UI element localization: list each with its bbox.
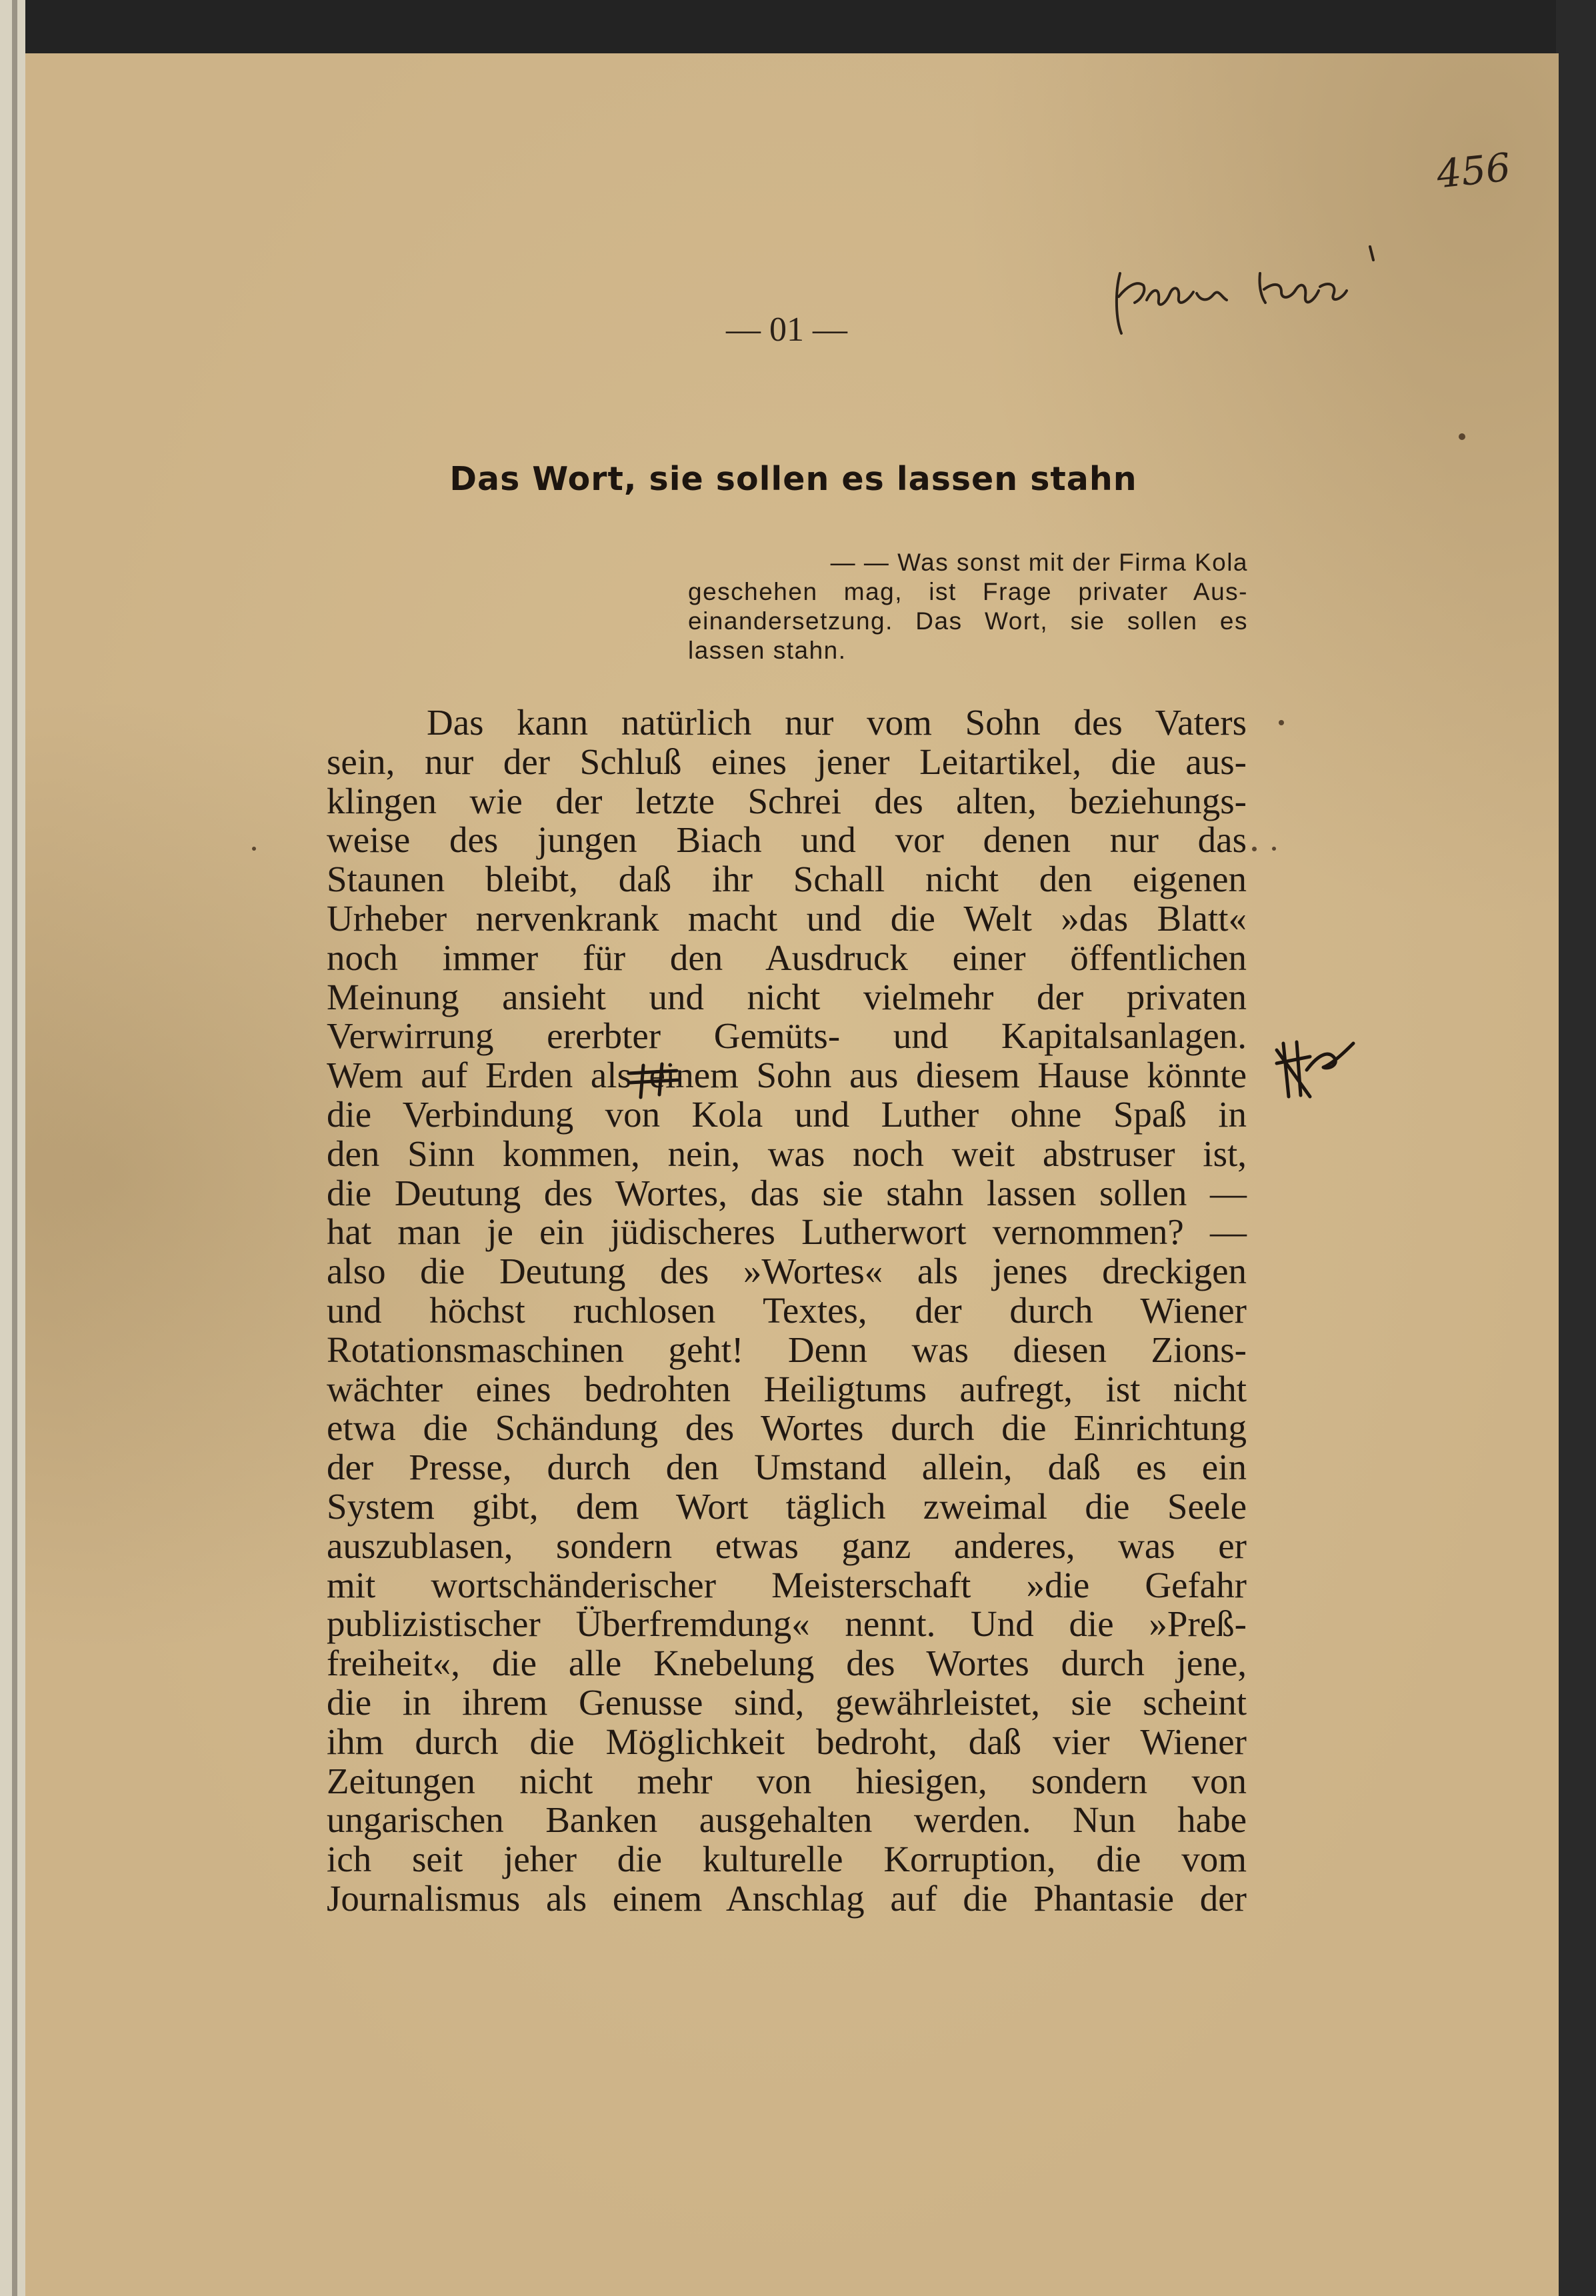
article-body — [327, 703, 1247, 1919]
body-line: den Sinn kommen, nein, was noch weit abstruser ist, — [327, 1133, 1247, 1174]
body-line: also die Deutung des »Wortes« als jenes dreckigen — [327, 1251, 1247, 1292]
body-line: Staunen bleibt, daß ihr Schall nicht den eigenen — [327, 859, 1247, 900]
epigraph-line: — — Was sonst mit der Firma Kola — [830, 549, 1248, 576]
body-line: mit wortschänderischer Meisterschaft »die Gefahr — [327, 1564, 1247, 1605]
body-line: die Deutung des Wortes, das sie stahn lassen sollen — — [327, 1172, 1247, 1213]
scanner-border-top — [0, 0, 1596, 61]
margin-correction-mark — [1270, 1030, 1357, 1103]
body-line: System gibt, dem Wort täglich zweimal die Seele — [327, 1485, 1247, 1527]
handwritten-folio-number: 456 — [1434, 144, 1513, 197]
paper-speck — [1272, 847, 1276, 851]
epigraph-quote — [688, 548, 1248, 665]
body-line: die in ihrem Genusse sind, gewährleistet, sie scheint — [327, 1681, 1247, 1723]
body-line: etwa die Schändung des Wortes durch die Einrichtung — [327, 1407, 1247, 1449]
page-number: — 01 — — [726, 311, 847, 349]
scanner-border-right — [1556, 0, 1596, 2296]
body-line: Meinung ansieht und nicht vielmehr der privaten — [327, 976, 1247, 1017]
body-line: Zeitungen nicht mehr von hiesigen, sondern von — [327, 1760, 1247, 1801]
epigraph-line: lassen stahn. — [688, 637, 847, 664]
body-line: sein, nur der Schluß eines jener Leitartikel, die aus- — [327, 741, 1247, 782]
body-line: wächter eines bedrohten Heiligtums aufregt, ist nicht — [327, 1368, 1247, 1409]
body-line: weise des jungen Biach und vor denen nur das — [327, 819, 1247, 861]
paper-speck — [1279, 720, 1284, 725]
body-line: die Verbindung von Kola und Luther ohne Spaß in — [327, 1093, 1247, 1135]
body-line: freiheit«, die alle Knebelung des Wortes durch jene, — [327, 1643, 1247, 1684]
body-line: noch immer für den Ausdruck einer öffentlichen — [327, 937, 1247, 978]
body-line: Wem auf Erden als einem Sohn aus diesem Hause könnte — [327, 1055, 1247, 1096]
body-line: Urheber nervenkrank macht und die Welt »das Blatt« — [327, 897, 1247, 939]
body-line: Das kann natürlich nur vom Sohn des Vaters — [427, 702, 1247, 743]
paper-speck — [252, 847, 256, 851]
body-line: ihm durch die Möglichkeit bedroht, daß vier Wiener — [327, 1721, 1247, 1762]
page-edge-shadow — [12, 0, 17, 2296]
handwritten-correction-mark — [623, 1060, 683, 1100]
epigraph-line: einandersetzung. Das Wort, sie sollen es — [688, 607, 1248, 635]
body-line: Verwirrung ererbter Gemüts- und Kapitalsanlagen. — [327, 1015, 1247, 1057]
epigraph-line: geschehen mag, ist Frage privater Aus- — [688, 578, 1248, 605]
body-line: ich seit jeher die kulturelle Korruption, die vom — [327, 1839, 1247, 1880]
body-line: und höchst ruchlosen Textes, der durch Wiener — [327, 1289, 1247, 1331]
paper-speck — [1459, 433, 1465, 440]
body-line: publizistischer Überfremdung« nennt. Und die »Preß- — [327, 1603, 1247, 1645]
body-line: klingen wie der letzte Schrei des alten, beziehungs- — [327, 780, 1247, 821]
body-line: auszublasen, sondern etwas ganz anderes, was er — [327, 1525, 1247, 1566]
body-line: Rotationsmaschinen geht! Denn was diesen Zions- — [327, 1329, 1247, 1370]
body-line: hat man je ein jüdischeres Lutherwort vernommen? — — [327, 1211, 1247, 1253]
article-title: Das Wort, sie sollen es lassen stahn — [449, 460, 1137, 498]
body-line: der Presse, durch den Umstand allein, daß es ein — [327, 1447, 1247, 1488]
paper-speck — [1252, 847, 1257, 851]
body-line: Journalismus als einem Anschlag auf die Phantasie der — [327, 1877, 1247, 1919]
handwritten-signature — [1107, 233, 1393, 347]
body-line: ungarischen Banken ausgehalten werden. Nun habe — [327, 1799, 1247, 1841]
